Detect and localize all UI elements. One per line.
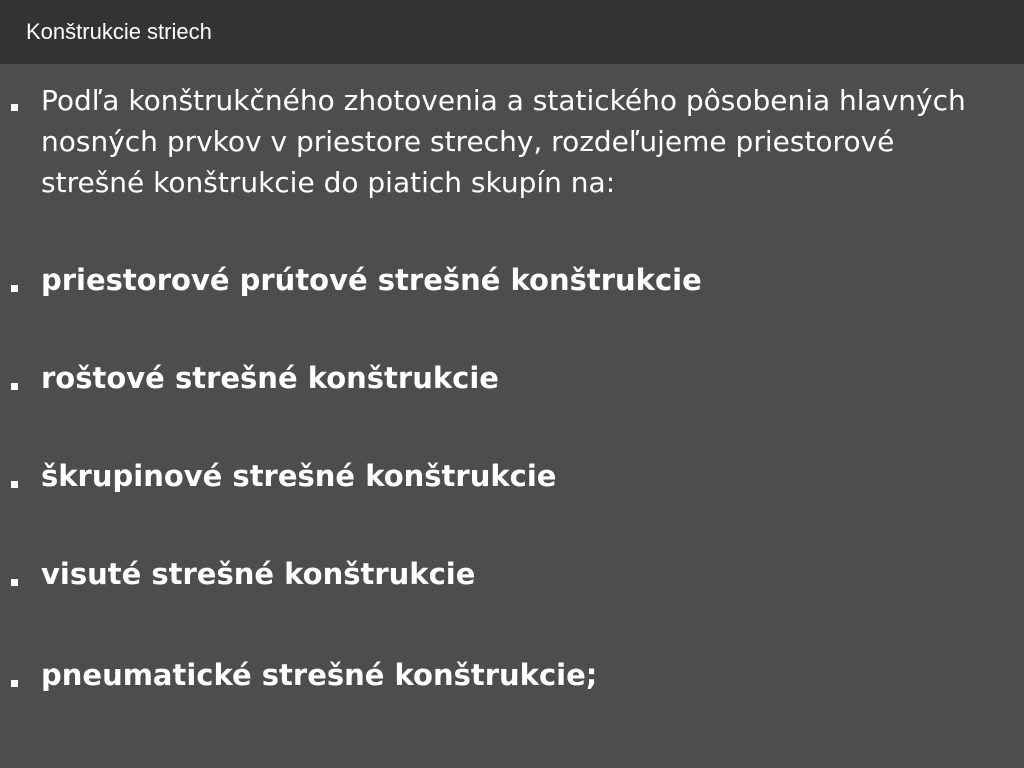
square-bullet-icon [11, 680, 18, 687]
intro-text: Podľa konštrukčného zhotovenia a statického pôsobenia hlavných nosných prvkov v priestore strechy, rozdeľujeme priestorové strešné konštrukcie do piatich skupín na: [41, 84, 966, 199]
list-item-text: pneumatické strešné konštrukcie; [41, 658, 598, 692]
list-item-text: visuté strešné konštrukcie [41, 557, 476, 591]
square-bullet-icon [11, 579, 18, 586]
square-bullet-icon [11, 104, 18, 111]
square-bullet-icon [11, 383, 18, 390]
list-item-text: roštové strešné konštrukcie [41, 361, 499, 395]
list-item-text: škrupinové strešné konštrukcie [41, 459, 557, 493]
square-bullet-icon [11, 285, 18, 292]
list-item-text: priestorové prútové strešné konštrukcie [41, 263, 702, 297]
square-bullet-icon [11, 481, 18, 488]
slide-title: Konštrukcie striech [26, 19, 212, 44]
